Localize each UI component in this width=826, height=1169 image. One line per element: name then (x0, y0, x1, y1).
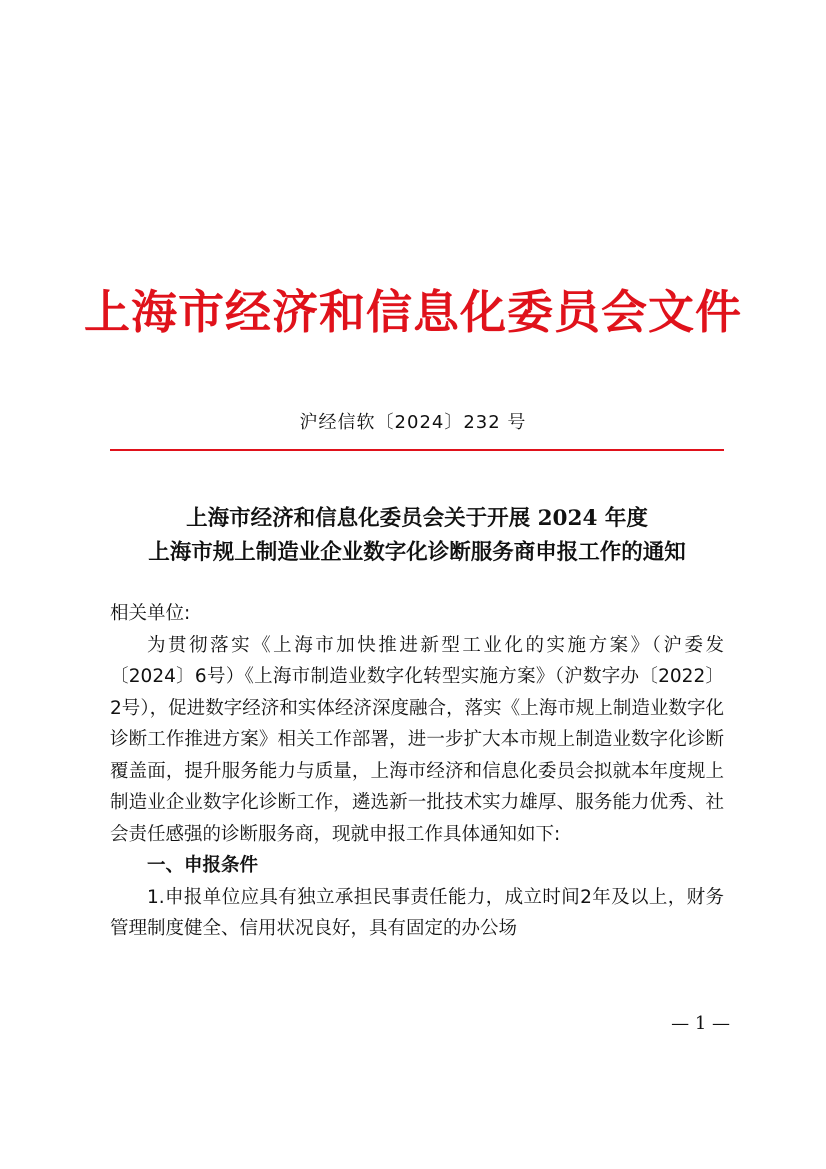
issuer-header-title: 上海市经济和信息化委员会文件 (84, 285, 742, 339)
notice-body (110, 598, 724, 945)
section-heading-application-conditions: 一、申报条件 (147, 855, 259, 876)
intro-paragraph: 为贯彻落实《上海市加快推进新型工业化的实施方案》（沪委发〔2024〕6号）《上海市制造业数字化转型实施方案》（沪数字办〔2022〕2号），促进数字经济和实体经济深度融合，落实《上海市规上制造业数字化诊断工作推进方案》相关工作部署，进一步扩大本市规上制造业数字化诊断覆盖面，提升服务能力与质量，上海市经济和信息化委员会拟就本年度规上制造业企业数字化诊断工作，遴选新一批技术实力雄厚、服务能力优秀、社会责任感强的诊断服务商，现就申报工作具体通知如下: (110, 634, 724, 845)
salutation: 相关单位: (110, 603, 191, 624)
notice-title-line-2: 上海市规上制造业企业数字化诊断服务商申报工作的通知 (148, 540, 686, 565)
red-separator-rule (110, 449, 724, 451)
document-number: 沪经信软〔2024〕232 号 (299, 412, 527, 433)
notice-title-line-1: 上海市经济和信息化委员会关于开展 2024 年度 (186, 506, 648, 531)
condition-item-1: 1.申报单位应具有独立承担民事责任能力，成立时间2年及以上，财务管理制度健全、信用状况良好，具有固定的办公场 (110, 886, 724, 939)
page-number: — 1 — (671, 1013, 730, 1034)
notice-title (90, 502, 744, 570)
